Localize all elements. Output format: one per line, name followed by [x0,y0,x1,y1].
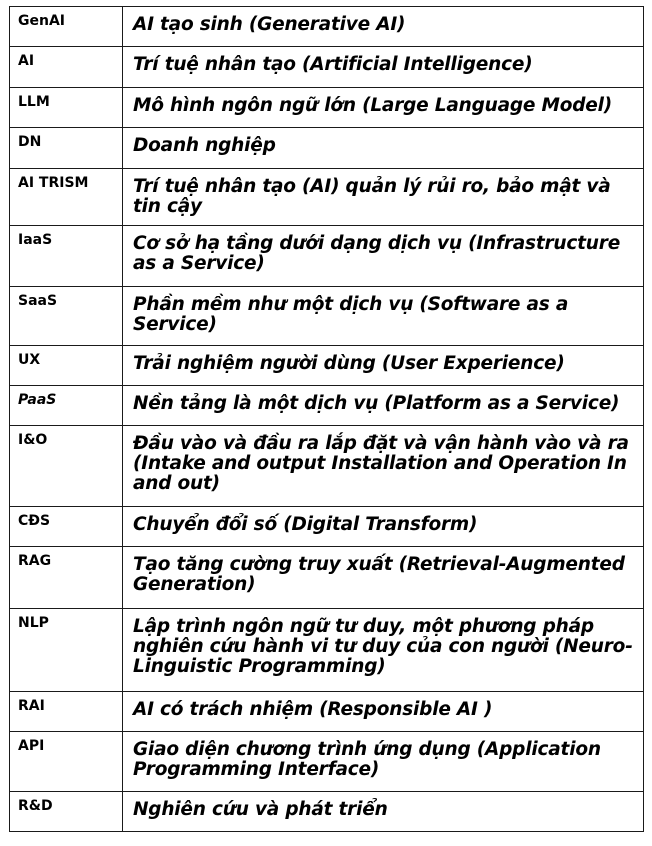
table-row [10,88,644,128]
abbreviation-cell: LLM [10,88,123,128]
definition-cell: Nền tảng là một dịch vụ (Platform as a Service) [123,386,644,426]
definition-cell: Phần mềm như một dịch vụ (Software as a Service) [123,287,644,346]
abbreviation-cell: DN [10,128,123,169]
definition-cell: Tạo tăng cường truy xuất (Retrieval-Augmented Generation) [123,547,644,609]
definition-cell: Đầu vào và đầu ra lắp đặt và vận hành vào và ra (Intake and output Installation and Operation In and out) [123,426,644,507]
table-row [10,128,644,169]
abbreviation-cell: SaaS [10,287,123,346]
abbreviation-cell: I&O [10,426,123,507]
abbreviation-cell: R&D [10,792,123,832]
table-row [10,692,644,732]
table-row [10,507,644,547]
definition-cell: AI có trách nhiệm (Responsible AI ) [123,692,644,732]
table-row [10,386,644,426]
table-row [10,226,644,287]
table-row [10,732,644,792]
definition-cell: Giao diện chương trình ứng dụng (Application Programming Interface) [123,732,644,792]
table-row [10,547,644,609]
definition-cell: Trí tuệ nhân tạo (Artificial Intelligence) [123,47,644,88]
definition-cell: AI tạo sinh (Generative AI) [123,7,644,47]
abbreviation-cell: PaaS [10,386,123,426]
table-row [10,47,644,88]
table-row [10,287,644,346]
definition-cell: Chuyển đổi số (Digital Transform) [123,507,644,547]
definition-cell: Trí tuệ nhân tạo (AI) quản lý rủi ro, bảo mật và tin cậy [123,169,644,226]
glossary-document [9,6,644,832]
abbreviation-cell: IaaS [10,226,123,287]
abbreviation-cell: GenAI [10,7,123,47]
table-row [10,346,644,386]
abbreviation-cell: CĐS [10,507,123,547]
abbreviation-cell: RAG [10,547,123,609]
definition-cell: Mô hình ngôn ngữ lớn (Large Language Model) [123,88,644,128]
table-row [10,7,644,47]
definition-cell: Doanh nghiệp [123,128,644,169]
definition-cell: Lập trình ngôn ngữ tư duy, một phương pháp nghiên cứu hành vi tư duy của con người (Neuro-Linguistic Programming) [123,609,644,692]
definition-cell: Nghiên cứu và phát triển [123,792,644,832]
abbreviation-cell: RAI [10,692,123,732]
abbreviation-cell: NLP [10,609,123,692]
definition-cell: Trải nghiệm người dùng (User Experience) [123,346,644,386]
abbreviation-cell: UX [10,346,123,386]
glossary-table-body [10,7,644,832]
table-row [10,169,644,226]
definition-cell: Cơ sở hạ tầng dưới dạng dịch vụ (Infrastructure as a Service) [123,226,644,287]
table-row [10,426,644,507]
table-row [10,792,644,832]
abbreviation-cell: AI [10,47,123,88]
table-row [10,609,644,692]
glossary-table [9,6,644,832]
abbreviation-cell: AI TRISM [10,169,123,226]
abbreviation-cell: API [10,732,123,792]
